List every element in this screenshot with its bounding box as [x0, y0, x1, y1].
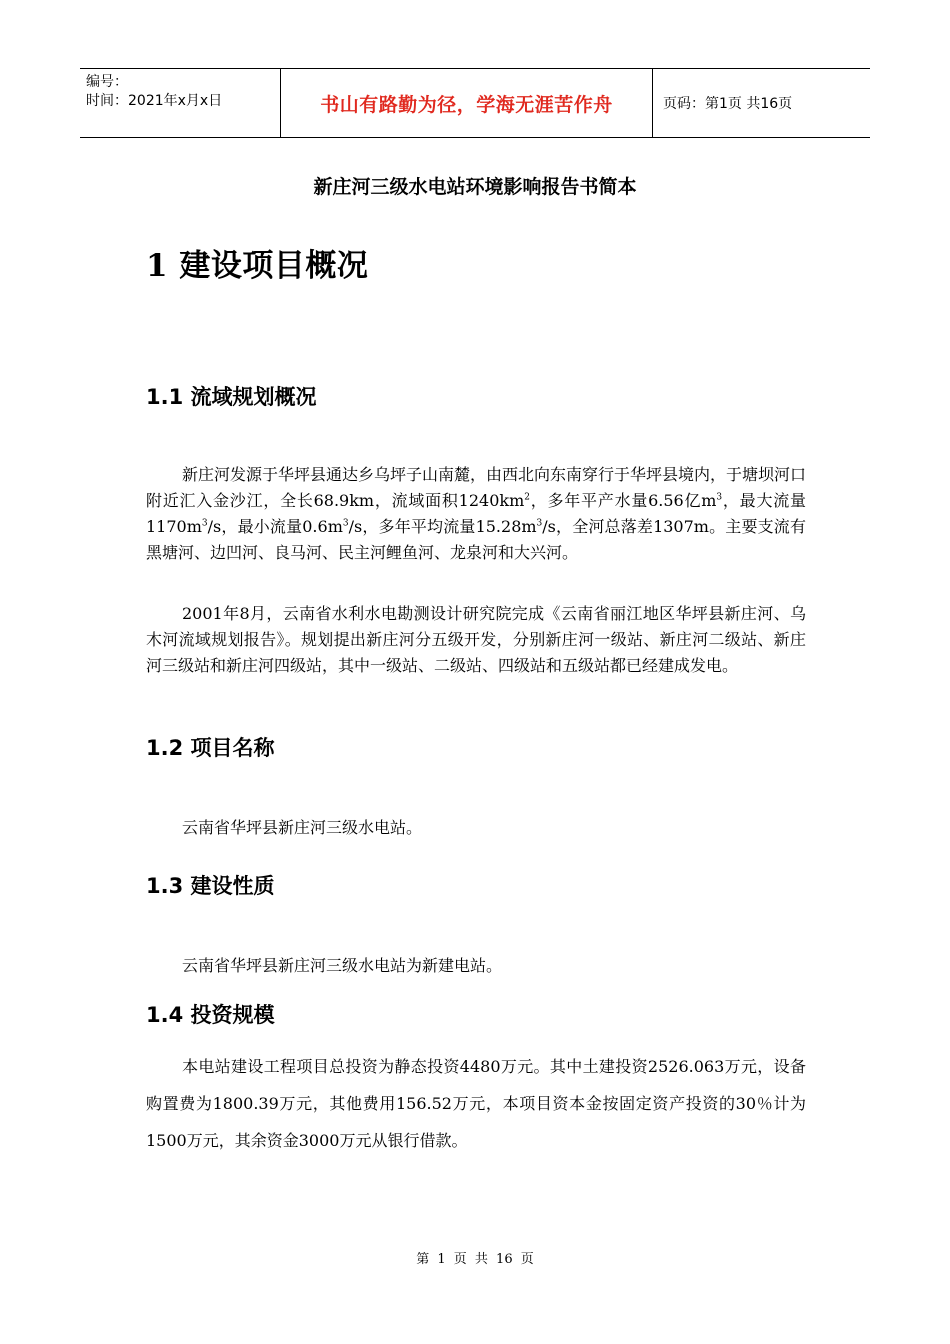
- paragraph-watershed-overview: 新庄河发源于华坪县通达乡乌坪子山南麓，由西北向东南穿行于华坪县境内，于塘坝河口附近汇入金沙江，全长68.9km，流域面积$1240km^2$，多年平产水量6.56亿$m^3$，最大流量$1170m^3/s$，最小流量$0.6m^3/s$，多年平均流量$15.28m^3/s$，全河总落差1307m。主要支流有黑塘河、边凹河、良马河、民主河鲤鱼河、龙泉河和大兴河。: [146, 465, 807, 562]
- paragraph-investment-scale: 本电站建设工程项目总投资为静态投资4480万元。其中土建投资2526.063万元，设备购置费为1800.39万元，其他费用156.52万元，本项目资本金按固定资产投资的30％计为1500万元，其余资金3000万元从银行借款。: [146, 1057, 806, 1150]
- section-heading-1-1: 1.1 流域规划概况: [146, 385, 317, 409]
- paragraph-construction-nature: 云南省华坪县新庄河三级水电站为新建电站。: [182, 956, 503, 975]
- page-footer: 第 1 页 共 16 页: [416, 1252, 534, 1267]
- header-motto: 书山有路勤为径，学海无涯苦作舟: [320, 93, 613, 116]
- section-heading-1-4: 1.4 投资规模: [146, 1003, 275, 1027]
- header-page-cell: [653, 69, 870, 137]
- header-motto-cell: [281, 69, 653, 137]
- header-table: [80, 68, 870, 138]
- section-heading-1-2: 1.2 项目名称: [146, 736, 275, 760]
- document-title: 新庄河三级水电站环境影响报告书简本: [313, 176, 637, 198]
- header-meta-cell: [80, 69, 281, 137]
- paragraph-planning-report: 2001年8月，云南省水利水电勘测设计研究院完成《云南省丽江地区华坪县新庄河、乌木河流域规划报告》。规划提出新庄河分五级开发，分别新庄河一级站、新庄河二级站、新庄河三级站和新庄河四级站，其中一级站、二级站、四级站和五级站都已经建成发电。: [146, 604, 806, 675]
- document-code-label: 编号：: [86, 74, 128, 90]
- header-page-info: 页码：第1页 共16页: [663, 96, 793, 112]
- document-time-label: 时间：2021年x月x日: [86, 93, 223, 109]
- paragraph-project-name: 云南省华坪县新庄河三级水电站。: [182, 818, 423, 837]
- chapter-heading: 1 建设项目概况: [146, 248, 369, 284]
- section-heading-1-3: 1.3 建设性质: [146, 874, 275, 898]
